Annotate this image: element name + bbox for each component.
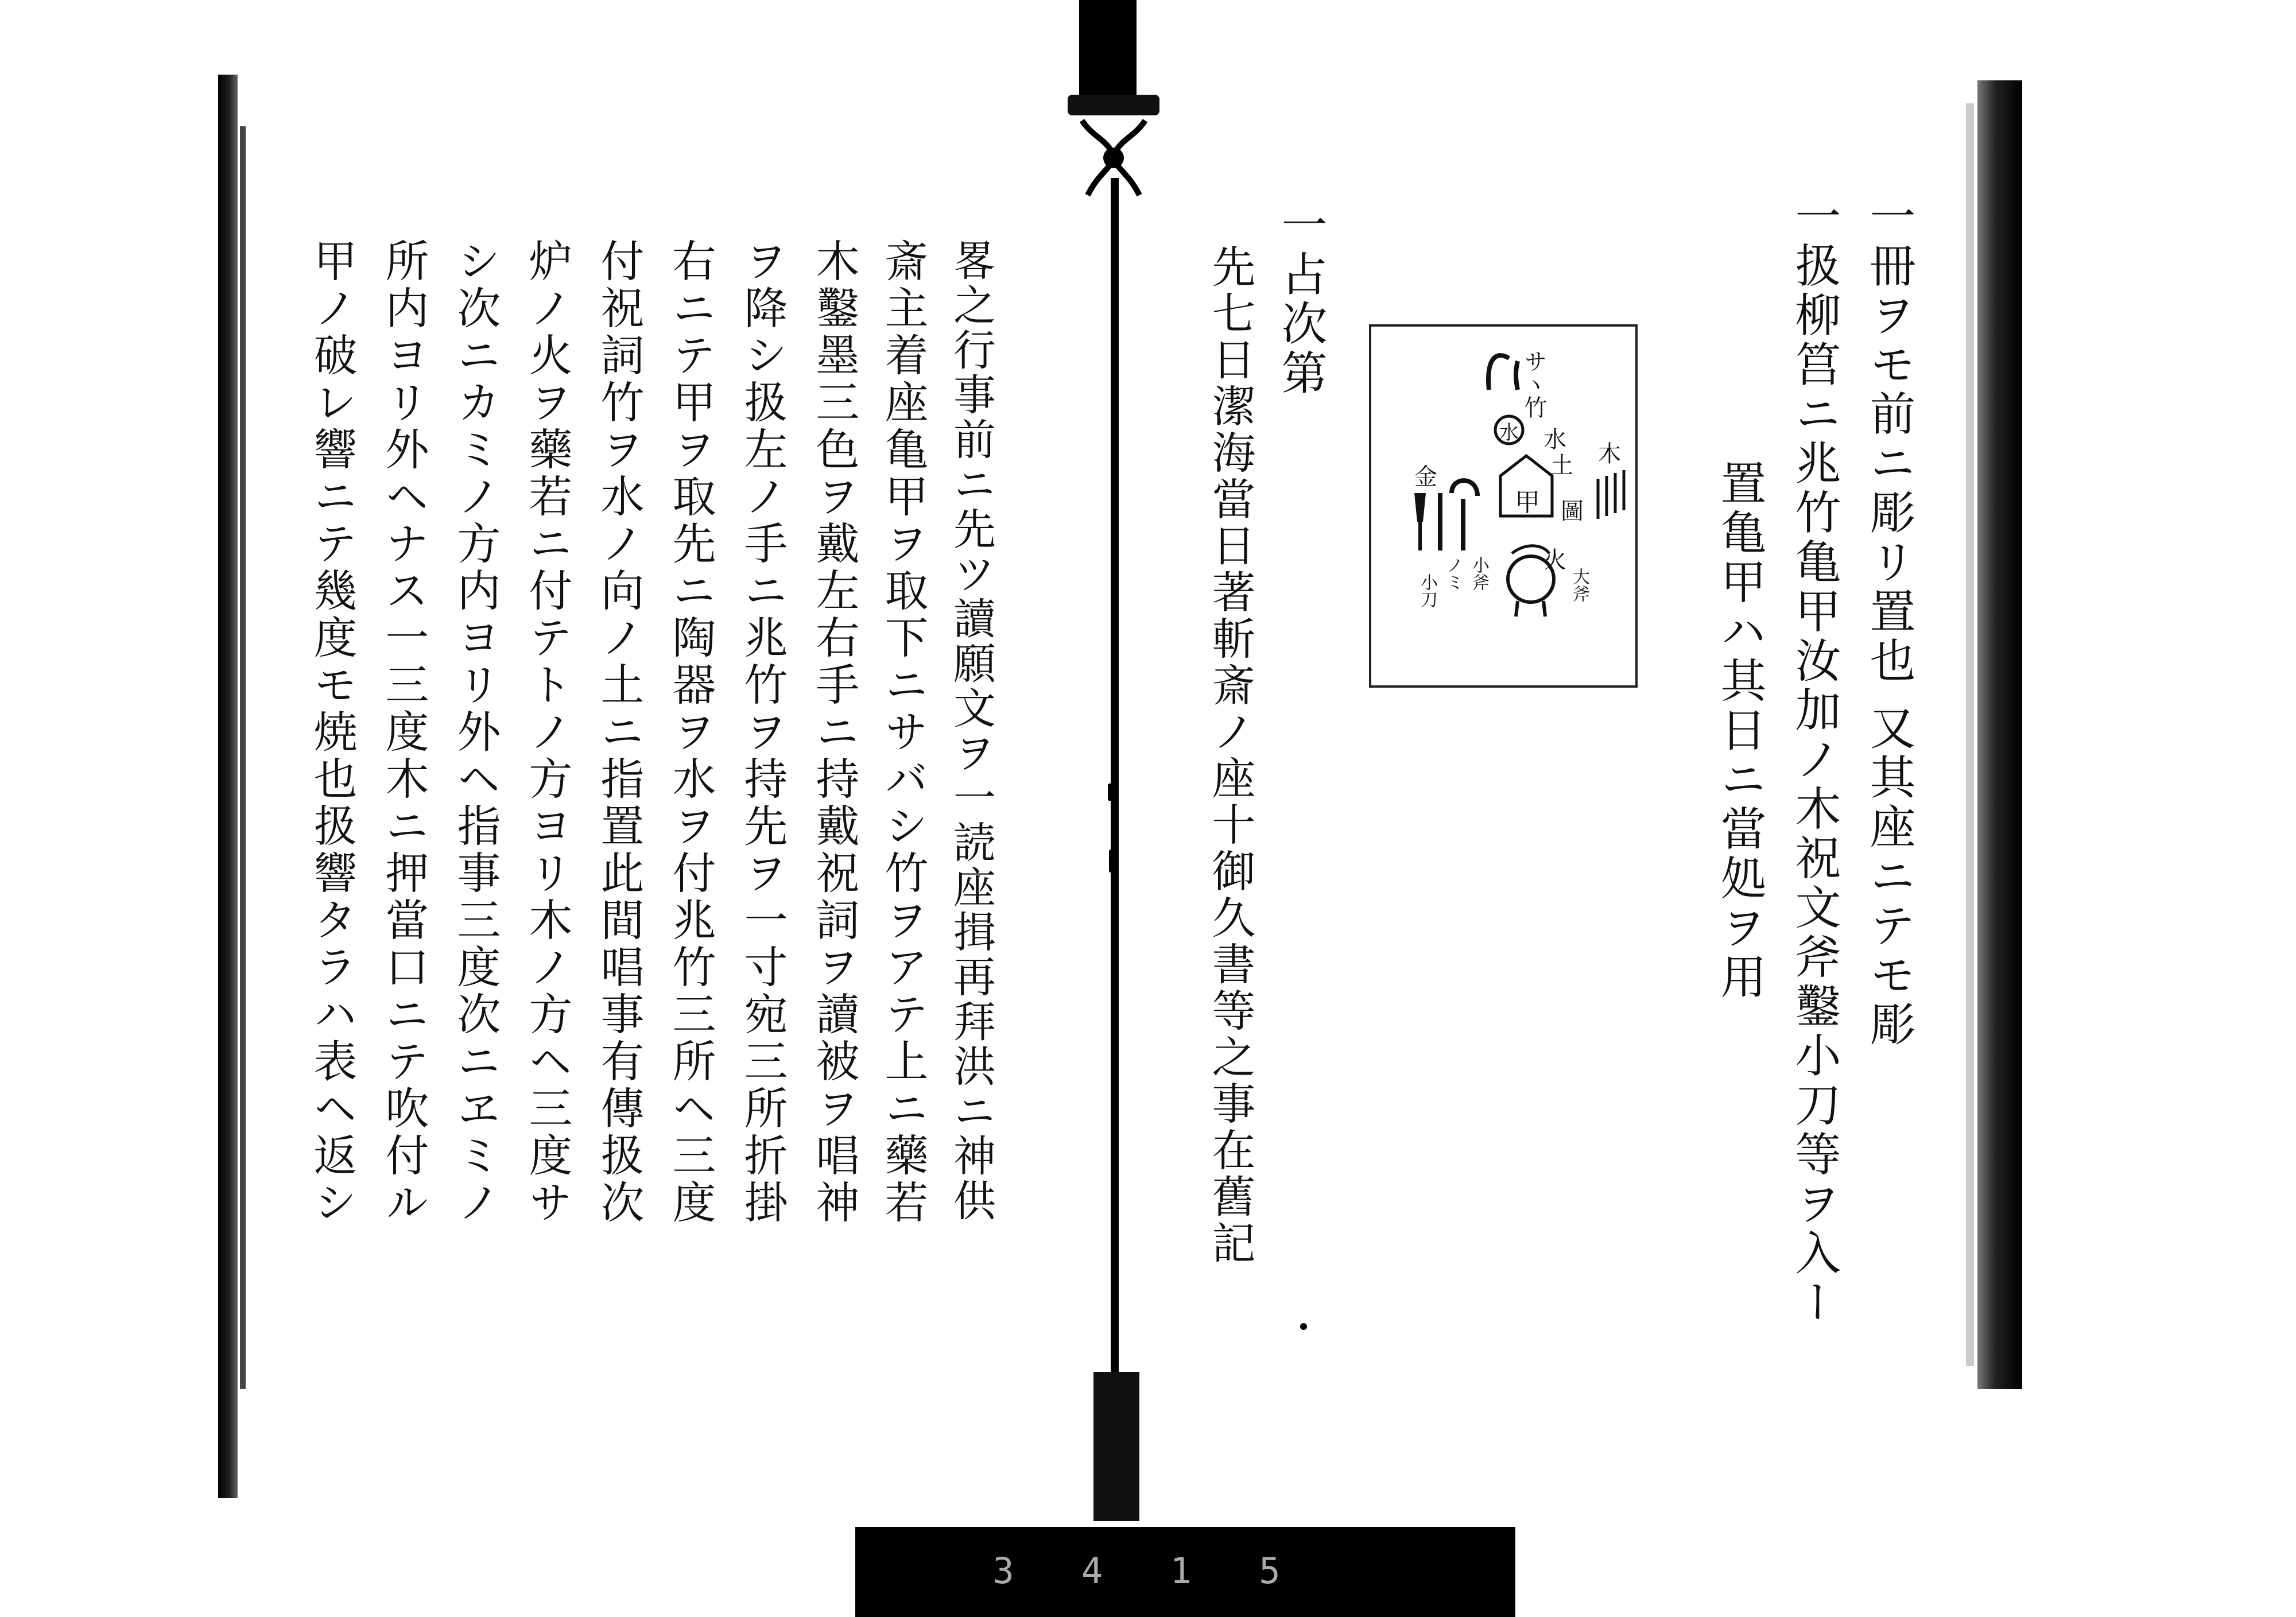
left-page-column-1: 畧之行事前ニ先ツ讀願文ヲ一読座揖再拜洪ニ神供 [947, 238, 996, 1223]
binding-clip-top [1079, 0, 1137, 98]
left-page-column-3: 木鑿墨三色ヲ戴左右手ニ持戴祝詞ヲ讀被ヲ唱神 [809, 238, 860, 1227]
diagram-label-water-circle: 水 [1499, 421, 1519, 444]
diagram-label-kou: 甲 [1515, 488, 1540, 517]
binding-clip-cap [1068, 95, 1159, 115]
scan-speck [1108, 784, 1112, 801]
right-page-edge [1977, 80, 2022, 1389]
left-page-column-6: 付祝詞竹ヲ水ノ向ノ土ニ指置此間唱事有傳扱次 [594, 238, 645, 1227]
scan-speck [1300, 1323, 1307, 1330]
diagram-label-knife: 小刀 [1417, 573, 1437, 608]
binding-clip-bottom [1093, 1372, 1139, 1521]
left-page-edge-inner [240, 126, 246, 1389]
diagram-label-metal: 金 [1414, 464, 1437, 490]
right-page-edge-inner [1966, 103, 1974, 1366]
right-page-column-5: 先七日潔海當日著斬斎ノ座十御久書等之事在舊記 [1205, 244, 1256, 1267]
diagram-label-zu: 圖 [1561, 498, 1584, 525]
diagram-label-chisel: ノミ [1443, 556, 1463, 591]
left-page-column-7: 炉ノ火ヲ藥若ニ付テトノ方ヨリ木ノ方ヘ三度サ [522, 238, 573, 1227]
right-page-column-1: 一冊ヲモ前ニ彫リ置也 又其座ニテモ彫 [1862, 192, 1915, 1050]
diagram-label-earth: 土 [1550, 452, 1573, 479]
right-page-column-3: 置亀甲ハ其日ニ當処ヲ用 [1713, 459, 1766, 1002]
divination-diagram [1369, 324, 1638, 688]
right-page-column-2: 一扱柳筥ニ兆竹亀甲汝加ノ木祝文斧鑿小刀等ヲ入ー [1787, 192, 1841, 1328]
diagram-label-water: 水 [1543, 426, 1566, 453]
left-page-edge [218, 75, 238, 1498]
scan-speck [1109, 850, 1114, 873]
diagram-label-large-axe: 大斧 [1569, 568, 1589, 602]
diagram-drawing [1371, 327, 1635, 685]
diagram-label-wood: 木 [1598, 441, 1621, 467]
left-page-column-9: 所内ヨリ外ヘナス一三度木ニ押當口ニテ吹付ル [378, 238, 429, 1227]
diagram-label-bamboo: サヽ竹 [1521, 350, 1547, 418]
left-page-column-5: 右ニテ甲ヲ取先ニ陶器ヲ水ヲ付兆竹三所ヘ三度 [665, 238, 716, 1227]
left-page-column-4: ヲ降シ扱左ノ手ニ兆竹ヲ持先ヲ一寸宛三所折掛 [737, 238, 788, 1227]
right-page-column-4: 一占次第 [1274, 201, 1327, 398]
diagram-label-small-axe: 小斧 [1469, 556, 1489, 591]
diagram-label-fire: 火 [1543, 547, 1566, 573]
left-page-column-2: 斎主着座亀甲ヲ取下ニサバシ竹ヲアテ上ニ藥若 [878, 238, 929, 1227]
reel-number: 3 4 1 5 [992, 1550, 1304, 1592]
left-page-column-8: シ次ニカミノ方内ヨリ外ヘ指事三度次ニヱミノ [450, 238, 501, 1227]
book-spine [1111, 178, 1119, 1510]
left-page-column-10: 甲ノ破レ響ニテ幾度モ焼也扱響タラハ表ヘ返シ [307, 238, 358, 1227]
